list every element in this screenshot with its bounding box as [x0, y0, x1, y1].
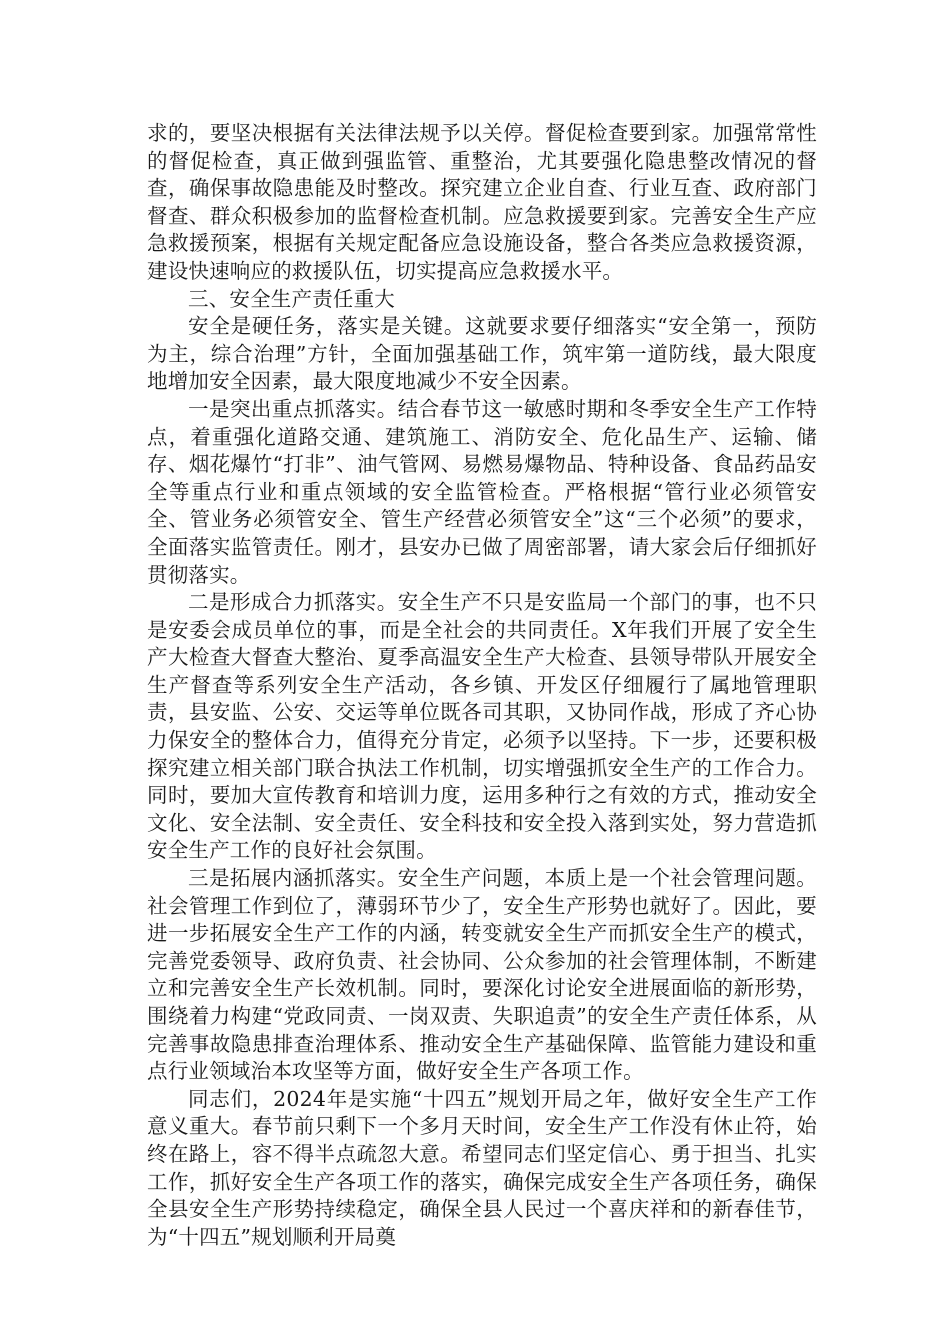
- section-heading-3: 三、安全生产责任重大: [188, 286, 395, 311]
- paragraph-point-3: 三是拓展内涵抓落实。安全生产问题，本质上是一个社会管理问题。社会管理工作到位了，薄弱环节少了，安全生产形势也就好了。因此，要进一步拓展安全生产工作的内涵，转变就安全生产而抓安全生产的模式，完善党委领导、政府负责、社会协同、公众参加的社会管理体制，不断建立和完善安全生产长效机制。同时，要深化讨论安全进展面临的新形势，围绕着力构建“党政同责、一岗双责、失职追责”的安全生产责任体系，从完善事故隐患排查治理体系、推动安全生产基础保障、监管能力建设和重点行业领域治本攻坚等方面，做好安全生产各项工作。: [147, 866, 817, 1084]
- paragraph-1: 求的，要坚决根据有关法律法规予以关停。督促检查要到家。加强常常性的督促检查，真正做到强监管、重整治，尤其要强化隐患整改情况的督查，确保事故隐患能及时整改。探究建立企业自查、行业互查、政府部门督查、群众积极参加的监督检查机制。应急救援要到家。完善安全生产应急救援预案，根据有关规定配备应急设施设备，整合各类应急救援资源，建设快速响应的救援队伍，切实提高应急救援水平。: [147, 121, 817, 283]
- document-body: [147, 120, 817, 1251]
- paragraph-point-2: 二是形成合力抓落实。安全生产不只是安监局一个部门的事，也不只是安委会成员单位的事，而是全社会的共同责任。X年我们开展了安全生产大检查大督查大整治、夏季高温安全生产大检查、县领导带队开展安全生产督查等系列安全生产活动，各乡镇、开发区仔细履行了属地管理职责，县安监、公安、交运等单位既各司其职，又协同作战，形成了齐心协力保安全的整体合力，值得充分肯定，必须予以坚持。下一步，还要积极探究建立相关部门联合执法工作机制，切实增强抓安全生产的工作合力。同时，要加大宣传教育和培训力度，运用多种行之有效的方式，推动安全文化、安全法制、安全责任、安全科技和安全投入落到实处，努力营造抓安全生产工作的良好社会氛围。: [147, 590, 817, 863]
- paragraph-intro: 安全是硬任务，落实是关键。这就要求要仔细落实“安全第一，预防为主，综合治理”方针，全面加强基础工作，筑牢第一道防线，最大限度地增加安全因素，最大限度地减少不安全因素。: [147, 314, 817, 394]
- paragraph-point-1: 一是突出重点抓落实。结合春节这一敏感时期和冬季安全生产工作特点，着重强化道路交通、建筑施工、消防安全、危化品生产、运输、储存、烟花爆竹“打非”、油气管网、易燃易爆物品、特种设备、食品药品安全等重点行业和重点领域的安全监管检查。严格根据“管行业必须管安全、管业务必须管安全、管生产经营必须管安全”这“三个必须”的要求，全面落实监管责任。刚才，县安办已做了周密部署，请大家会后仔细抓好贯彻落实。: [147, 396, 817, 587]
- paragraph-closing: 同志们，2024年是实施“十四五”规划开局之年，做好安全生产工作意义重大。春节前只剩下一个多月天时间，安全生产工作没有休止符，始终在路上，容不得半点疏忽大意。希望同志们坚定信心、勇于担当、扎实工作，抓好安全生产各项工作的落实，确保完成安全生产各项任务，确保全县安全生产形势持续稳定，确保全县人民过一个喜庆祥和的新春佳节，为“十四五”规划顺利开局奠: [147, 1086, 817, 1249]
